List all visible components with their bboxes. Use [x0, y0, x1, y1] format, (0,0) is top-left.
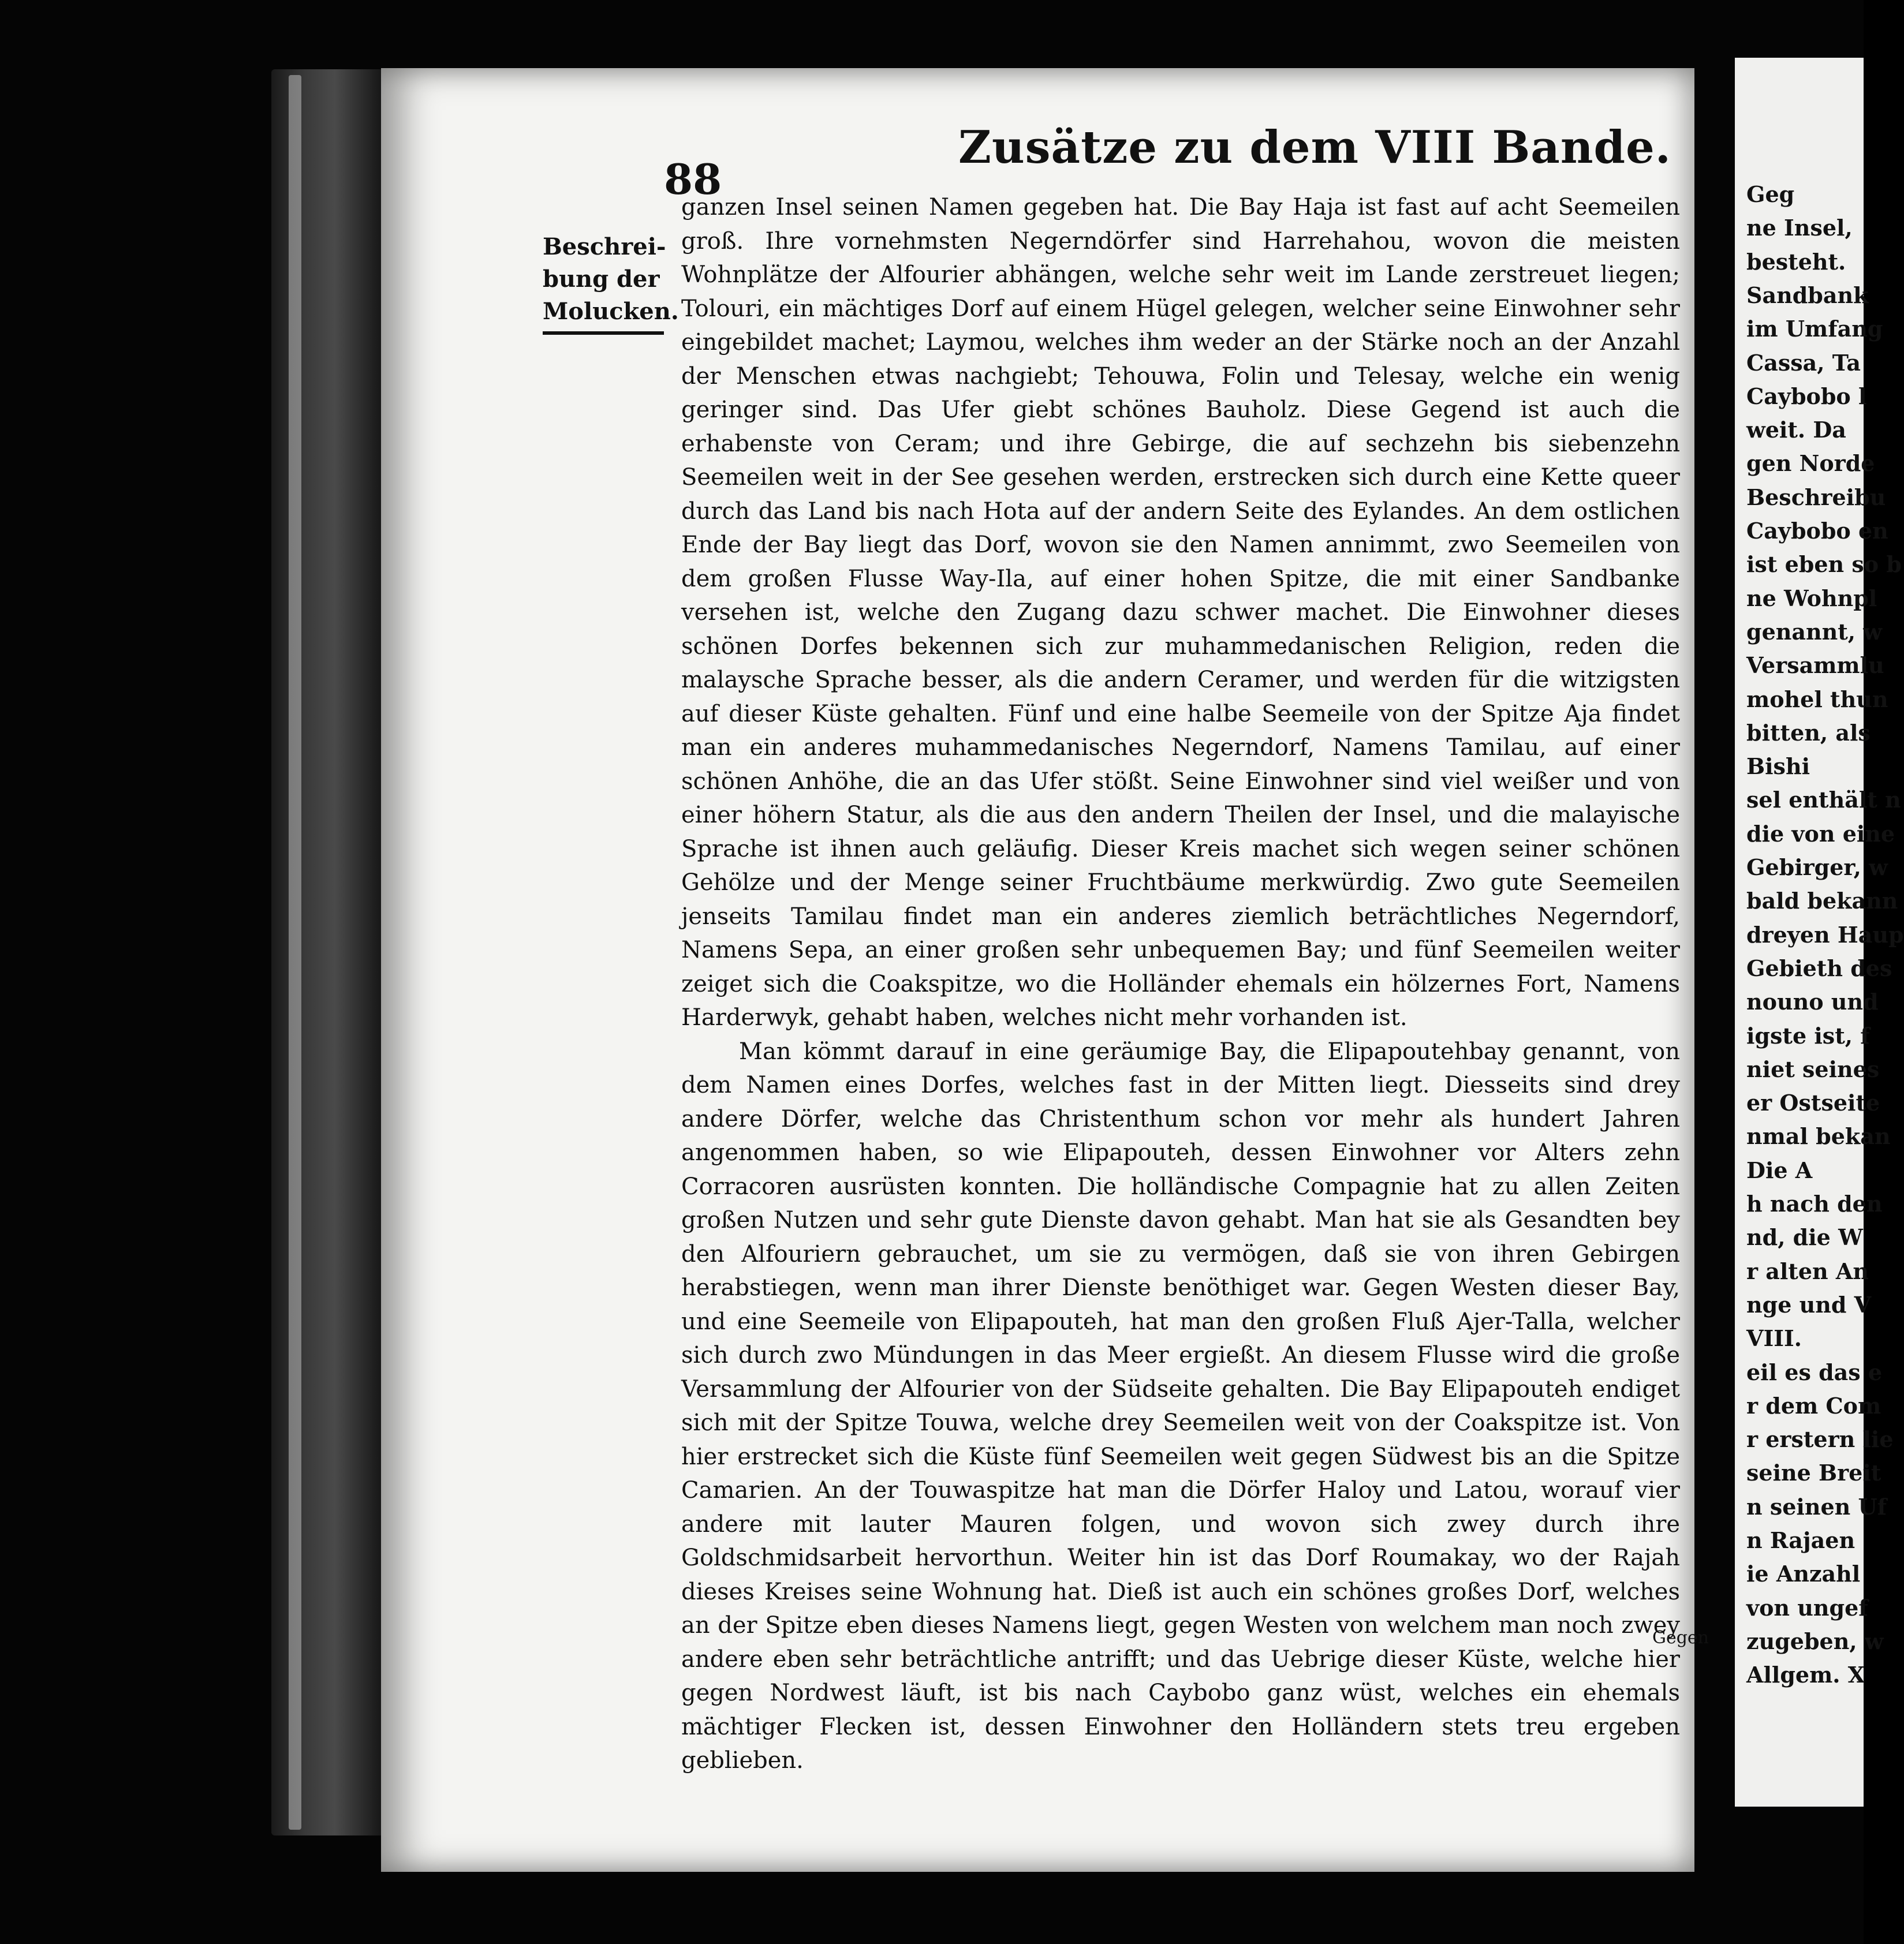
facing-page-line: Allgem. X: [1746, 1662, 1865, 1688]
margin-note: [543, 231, 679, 335]
facing-page-line: Die A: [1746, 1157, 1813, 1183]
facing-page-line: ne Wohnpl: [1746, 585, 1877, 611]
facing-page-line: niet seines: [1746, 1056, 1880, 1082]
facing-page-line: r alten An: [1746, 1258, 1869, 1284]
facing-page-line: Geg: [1746, 181, 1795, 207]
facing-page-line: nge und V: [1746, 1291, 1872, 1318]
facing-page-line: sel enthält n: [1746, 787, 1901, 813]
facing-page-line: Bishi: [1746, 753, 1810, 780]
facing-page-line: VIII.: [1746, 1325, 1802, 1352]
facing-page-line: eil es das e: [1746, 1359, 1883, 1385]
facing-page-line: Gebirger, w: [1746, 854, 1888, 880]
facing-page-line: Versammlu: [1746, 652, 1884, 679]
facing-page-line: n Rajaen: [1746, 1527, 1856, 1553]
page-number: 88: [664, 155, 722, 204]
facing-page-line: h nach den: [1746, 1191, 1883, 1217]
margin-note-line: Molucken.: [543, 298, 679, 325]
facing-page-line: ie Anzahl: [1746, 1561, 1861, 1587]
facing-page-line: mohel thun: [1746, 686, 1888, 712]
facing-page-line: Beschreibu: [1746, 484, 1886, 510]
facing-page-line: zugeben, w: [1746, 1628, 1884, 1654]
margin-note-line: Beschrei-: [543, 233, 666, 260]
facing-page-line: besteht.: [1746, 248, 1846, 275]
facing-page-line: Gebieth des: [1746, 955, 1892, 981]
facing-page-line: gen Norde: [1746, 450, 1875, 477]
facing-page-line: bald bekann: [1746, 888, 1898, 914]
catchword: Gegen: [1652, 1628, 1709, 1648]
facing-page-line: von ungef: [1746, 1594, 1868, 1621]
facing-page-line: bitten, als: [1746, 719, 1871, 746]
facing-page-line: Caybobo en: [1746, 518, 1888, 544]
facing-page-line: n seinen Uf: [1746, 1493, 1887, 1520]
margin-note-line: bung der: [543, 266, 660, 293]
facing-page-line: weit. Da: [1746, 417, 1846, 443]
facing-page-line: ist eben so b: [1746, 551, 1902, 578]
facing-page-line: im Umfang: [1746, 316, 1883, 342]
facing-page-line: genannt, w: [1746, 618, 1882, 645]
facing-page-line: dreyen Haup: [1746, 921, 1904, 948]
facing-page-line: nouno und: [1746, 989, 1879, 1015]
facing-page-line: nd, die W: [1746, 1224, 1863, 1251]
paragraph: ganzen Insel seinen Namen gegeben hat. Die Bay Haja ist fast auf acht Seemeilen groß. Ihre vornehmsten Negerndörfer sind Harrehahou, wovon die meisten Wohnplätze der Alfourier abhängen, welche sehr weit im Lande zerstreuet liegen; Tolouri, ein mächtiges Dorf auf einem Hügel gelegen, welcher seine Einwohner sehr eingebildet machet; Laymou, welches ihm weder an der Stärke noch an der Anzahl der Menschen etwas nachgiebt; Tehouwa, Folin und Telesay, welche ein wenig geringer sind. Das Ufer giebt schönes Bauholz. Diese Gegend ist auch die erhabenste von Ceram; und ihre Gebirge, die auf sechzehn bis siebenzehn Seemeilen weit in der See gesehen werden, erstrecken sich durch eine Kette queer durch das Land bis nach Hota auf der andern Seite des Eylandes. An dem ostlichen Ende der Bay liegt das Dorf, wovon sie den Namen annimmt, zwo Seemeilen von dem großen Flusse Way-Ila, auf einer hohen Spitze, die mit einer Sandbanke versehen ist, welche den Zugang dazu schwer machet. Die Einwohner dieses schönen Dorfes bekennen sich zur muhammedanischen Religion, reden die malaysche Sprache besser, als die andern Ceramer, und werden für die witzigsten auf dieser Küste gehalten. Fünf und eine halbe Seemeile von der Spitze Aja findet man ein anderes muhammedanisches Negerndorf, Namens Tamilau, auf einer schönen Anhöhe, die an das Ufer stößt. Seine Einwohner sind viel weißer und von einer höhern Statur, als die aus den andern Theilen der Insel, und die malayische Sprache ist ihnen auch geläufig. Dieser Kreis machet sich wegen seiner schönen Gehölze und der Menge seiner Fruchtbäume merkwürdig. Zwo gute Seemeilen jenseits Tamilau findet man ein anderes ziemlich beträchtliches Negerndorf, Namens Sepa, an einer großen sehr unbequemen Bay; und fünf Seemeilen weiter zeiget sich die Coakspitze, wo die Holländer ehemals ein hölzernes Fort, Namens Harderwyk, gehabt haben, welches nicht mehr vorhanden ist.: [681, 194, 1680, 1031]
body-text: [681, 190, 1680, 1778]
spine-edge: [289, 75, 301, 1830]
paragraph: Man kömmt darauf in eine geräumige Bay, die Elipapoutehbay genannt, von dem Namen eines Dorfes, welches fast in der Mitten liegt. Diesseits sind drey andere Dörfer, welche das Christenthum schon vor mehr als hundert Jahren angenommen haben, so wie Elipapouteh, dessen Einwohner vor Alters zehn Corracoren ausrüsten konnten. Die holländische Compagnie hat zu allen Zeiten großen Nutzen und sehr gute Dienste davon gehabt. Man hat sie als Gesandten bey den Alfouriern gebrauchet, um sie zu vermögen, daß sie von ihren Gebirgen herabstiegen, wenn man ihrer Dienste benöthiget war. Gegen Westen dieser Bay, und eine Seemeile von Elipapouteh, hat man den großen Fluß Ajer-Talla, welcher sich durch zwo Mündungen in das Meer ergießt. An diesem Flusse wird die große Versammlung der Alfourier von der Südseite gehalten. Die Bay Elipapouteh endiget sich mit der Spitze Touwa, welche drey Seemeilen weit von der Coakspitze ist. Von hier erstrecket sich die Küste fünf Seemeilen weit gegen Südwest bis an die Spitze Camarien. An der Touwaspitze hat man die Dörfer Haloy und Latou, worauf vier andere mit lauter Mauren folgen, und wovon sich zwey durch ihre Goldschmidsarbeit hervorthun. Weiter hin ist das Dorf Roumakay, wo der Rajah dieses Kreises seine Wohnung hat. Dieß ist auch ein schönes großes Dorf, welches an der Spitze eben dieses Namens liegt, gegen Westen von welchem man noch zwey andere eben sehr beträchtliche antrifft; und das Uebrige dieser Küste, welche hier gegen Nordwest läuft, ist bis nach Caybobo ganz wüst, welches ein ehemals mächtiger Flecken ist, dessen Einwohner den Holländern stets treu ergeben geblieben.: [681, 1038, 1680, 1774]
facing-page-line: Sandbank: [1746, 282, 1869, 308]
facing-page-line: r dem Com: [1746, 1392, 1881, 1419]
running-head: Zusätze zu dem VIII Bande.: [958, 121, 1671, 174]
facing-page-line: die von eine: [1746, 820, 1895, 847]
facing-page-line: r erstern lie: [1746, 1426, 1894, 1453]
facing-page-line: seine Breit: [1746, 1460, 1881, 1486]
facing-page-line: Cassa, Ta: [1746, 349, 1861, 376]
facing-page-line: Caybobo l: [1746, 383, 1867, 409]
facing-page-line: nmal bekan: [1746, 1123, 1891, 1150]
facing-page-line: er Ostseite: [1746, 1090, 1880, 1116]
facing-page-line: ne Insel,: [1746, 215, 1853, 241]
facing-page: [1735, 58, 1904, 1807]
facing-page-line: igste ist, f: [1746, 1022, 1870, 1049]
